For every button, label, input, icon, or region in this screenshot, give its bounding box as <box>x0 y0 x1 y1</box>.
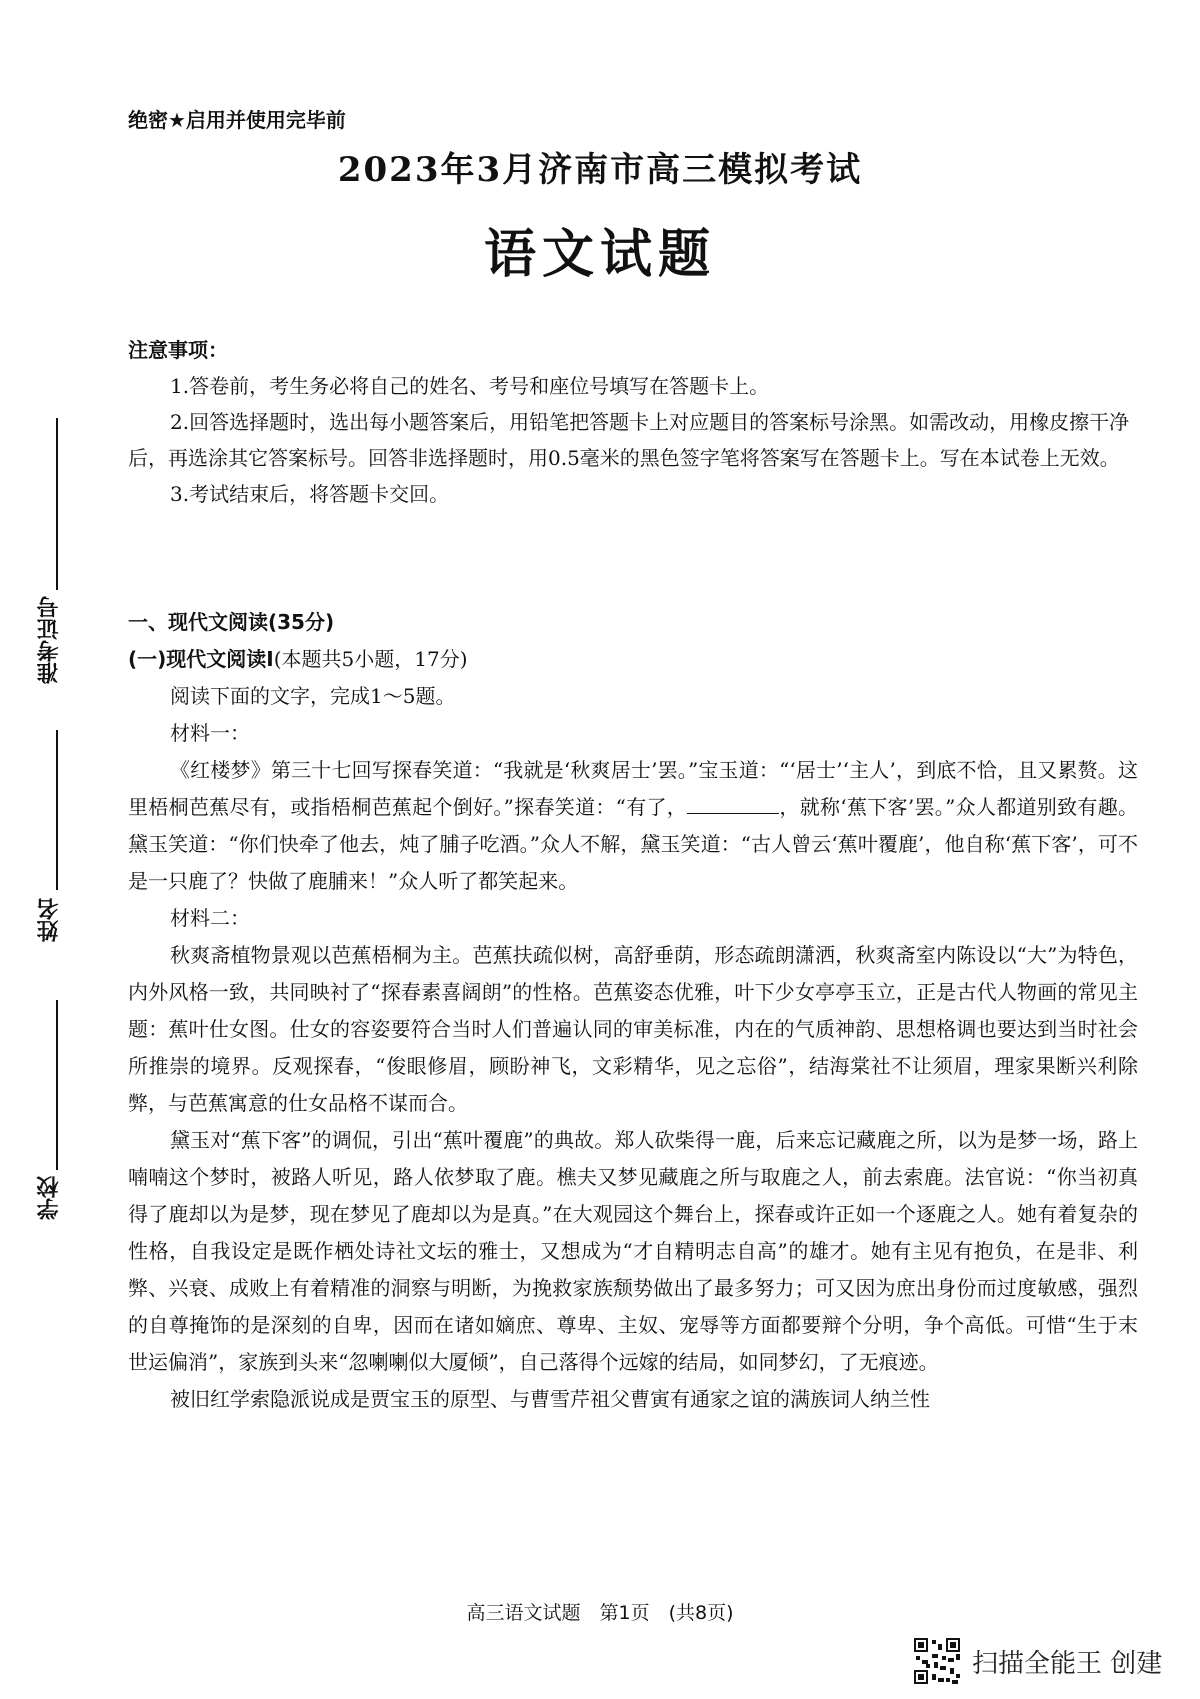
material-1-text <box>128 752 1138 900</box>
subsection-title-bold: (一)现代文阅读Ⅰ <box>128 647 274 671</box>
page-footer: 高三语文试题 第1页 (共8页) <box>466 1602 734 1624</box>
school-line <box>56 1000 58 1170</box>
material-2-label: 材料二： <box>170 906 250 930</box>
material-1-label: 材料一： <box>170 721 250 745</box>
note-item: 2.回答选择题时，选出每小题答案后，用铅笔把答题卡上对应题目的答案标号涂黑。如需改动，用橡皮擦干净后，再选涂其它答案标号。回答非选择题时，用0.5毫米的黑色签字笔将答案写在答题卡上。写在本试卷上无效。 <box>128 410 1130 470</box>
exam-no-line <box>56 418 58 590</box>
note-item: 3.考试结束后，将答题卡交回。 <box>170 482 450 506</box>
side-label-exam-no: 准考证号 <box>37 596 62 684</box>
material-1-before-blank: 《红楼梦》第三十七回写探春笑道：“我就是‘秋爽居士’罢。”宝玉道：“‘居士’‘主人’，到底不恰，且又累赘。这里梧桐芭蕉尽有，或指梧桐芭蕉起个倒好。”探春笑道：“有了， <box>128 758 1138 819</box>
side-label-school: 学校 <box>37 1176 62 1220</box>
material-1-after-blank: ，就称‘蕉下客’罢。”众人都道别致有趣。黛玉笑道：“你们快牵了他去，炖了脯子吃酒。”众人不解，黛玉笑道：“古人曾云‘蕉叶覆鹿’，他自称‘蕉下客’，可不是一只鹿了？快做了鹿脯来！”众人听了都笑起来。 <box>128 795 1138 893</box>
material-2-paragraph: 黛玉对“蕉下客”的调侃，引出“蕉叶覆鹿”的典故。郑人砍柴得一鹿，后来忘记藏鹿之所，以为是梦一场，路上喃喃这个梦时，被路人听见，路人依梦取了鹿。樵夫又梦见藏鹿之所与取鹿之人，前去索鹿。法官说：“你当初真得了鹿却以为是梦，现在梦见了鹿却以为是真。”在大观园这个舞台上，探春或许正如一个逐鹿之人。她有着复杂的性格，自我设定是既作栖处诗社文坛的雅士，又想成为“才自精明志自高”的雄才。她有主见有抱负，在是非、利弊、兴衰、成败上有着精准的洞察与明断，为挽救家族颓势做出了最多努力；可又因为庶出身份而过度敏感，强烈的自尊掩饰的是深刻的自卑，因而在诸如嫡庶、尊卑、主奴、宠辱等方面都要辩个分明，争个高低。可惜“生于末世运偏消”，家族到头来“忽喇喇似大厦倾”，自己落得个远嫁的结局，如同梦幻，了无痕迹。 <box>128 1128 1138 1374</box>
subsection-title <box>128 641 1138 678</box>
fill-in-blank <box>687 793 779 814</box>
section-title: 一、现代文阅读(35分) <box>128 610 335 634</box>
subject-title: 语文试题 <box>483 224 716 285</box>
reading-section <box>128 604 1138 1418</box>
note-item: 1.答卷前，考生务必将自己的姓名、考号和座位号填写在答题卡上。 <box>170 374 770 398</box>
instruction: 阅读下面的文字，完成1～5题。 <box>170 684 456 708</box>
subsection-title-rest: (本题共5小题，17分) <box>273 647 468 671</box>
notes-heading: 注意事项： <box>128 338 228 362</box>
confidential-notice: 绝密★启用并使用完毕前 <box>128 108 346 132</box>
scanner-text: 扫描全能王 创建 <box>972 1648 1163 1679</box>
name-line <box>56 730 58 890</box>
material-2-paragraph: 被旧红学索隐派说成是贾宝玉的原型、与曹雪芹祖父曹寅有通家之谊的满族词人纳兰性 <box>170 1387 930 1411</box>
qr-code-icon <box>912 1636 962 1686</box>
exam-title: 2023年3月济南市高三模拟考试 <box>337 150 863 190</box>
notes-block <box>128 332 1138 512</box>
side-label-name: 姓名 <box>37 898 62 942</box>
material-2-paragraph: 秋爽斋植物景观以芭蕉梧桐为主。芭蕉扶疏似树，高舒垂荫，形态疏朗潇洒，秋爽斋室内陈设以“大”为特色，内外风格一致，共同映衬了“探春素喜阔朗”的性格。芭蕉姿态优雅，叶下少女亭亭玉立，正是古代人物画的常见主题：蕉叶仕女图。仕女的容姿要符合当时人们普遍认同的审美标准，内在的气质神韵、思想格调也要达到当时社会所推崇的境界。反观探春，“俊眼修眉，顾盼神飞，文彩精华，见之忘俗”，结海棠社不让须眉，理家果断兴利除弊，与芭蕉寓意的仕女品格不谋而合。 <box>128 943 1138 1115</box>
scanner-watermark <box>912 1636 1162 1686</box>
